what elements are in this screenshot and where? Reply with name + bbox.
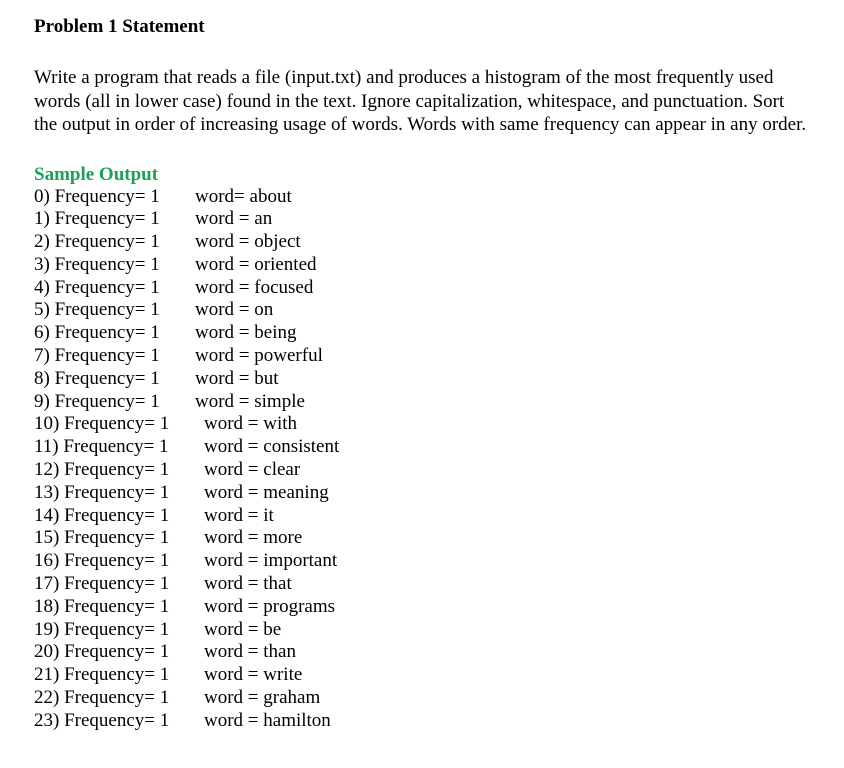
output-row: [34, 345, 824, 368]
word-label: word = focused: [195, 276, 314, 298]
output-row: [34, 231, 824, 254]
frequency-label: 0) Frequency= 1: [34, 185, 160, 207]
output-row: [34, 277, 824, 300]
output-row: [34, 619, 824, 642]
word-label: word = an: [195, 208, 273, 230]
output-row: [34, 254, 824, 277]
output-row: [34, 413, 824, 436]
frequency-label: 2) Frequency= 1: [34, 231, 160, 253]
frequency-label: 21) Frequency= 1: [34, 664, 170, 686]
frequency-label: 8) Frequency= 1: [34, 367, 160, 389]
frequency-label: 1) Frequency= 1: [34, 208, 160, 230]
word-label: word = programs: [204, 595, 336, 617]
output-row: [34, 208, 824, 231]
output-row: [34, 459, 824, 482]
frequency-label: 16) Frequency= 1: [34, 550, 170, 572]
word-label: word = but: [195, 367, 279, 389]
output-row: [34, 573, 824, 596]
frequency-label: 4) Frequency= 1: [34, 276, 160, 298]
output-row: [34, 664, 824, 687]
word-label: word = with: [204, 413, 298, 435]
frequency-label: 17) Frequency= 1: [34, 573, 170, 595]
frequency-label: 9) Frequency= 1: [34, 390, 160, 412]
output-row: [34, 505, 824, 528]
frequency-label: 12) Frequency= 1: [34, 459, 170, 481]
frequency-label: 18) Frequency= 1: [34, 595, 170, 617]
frequency-label: 14) Frequency= 1: [34, 504, 170, 526]
word-label: word = than: [204, 641, 296, 663]
frequency-label: 10) Frequency= 1: [34, 413, 170, 435]
word-label: word = be: [204, 618, 282, 640]
frequency-label: 20) Frequency= 1: [34, 641, 170, 663]
output-row: [34, 299, 824, 322]
word-label: word = hamilton: [204, 709, 331, 731]
word-label: word = write: [204, 664, 303, 686]
word-label: word = it: [204, 504, 274, 526]
output-row: [34, 186, 824, 209]
word-label: word = on: [195, 299, 274, 321]
word-label: word = oriented: [195, 253, 317, 275]
output-row: [34, 687, 824, 710]
word-label: word = being: [195, 322, 297, 344]
frequency-label: 19) Frequency= 1: [34, 618, 170, 640]
frequency-label: 3) Frequency= 1: [34, 253, 160, 275]
output-row: [34, 641, 824, 664]
word-label: word = meaning: [204, 481, 329, 503]
output-row: [34, 527, 824, 550]
document-page: [34, 14, 824, 733]
frequency-label: 13) Frequency= 1: [34, 481, 170, 503]
problem-heading: Problem 1 Statement: [34, 16, 205, 37]
word-label: word = simple: [195, 390, 305, 412]
word-label: word = consistent: [204, 436, 340, 458]
output-row: [34, 391, 824, 414]
word-label: word = graham: [204, 687, 321, 709]
output-row: [34, 482, 824, 505]
frequency-label: 5) Frequency= 1: [34, 299, 160, 321]
sample-output-title: Sample Output: [34, 163, 159, 185]
problem-statement: Write a program that reads a file (input.txt) and produces a histogram of the most frequently used words (all in lower case) found in the text. Ignore capitalization, whitespace, and punctuation. Sort the output in order of increasing usage of words. Words with same frequency can appear in any order.: [34, 67, 807, 135]
word-label: word = powerful: [195, 345, 323, 367]
word-label: word = that: [204, 573, 292, 595]
output-row: [34, 436, 824, 459]
frequency-label: 7) Frequency= 1: [34, 345, 160, 367]
frequency-label: 6) Frequency= 1: [34, 322, 160, 344]
output-row: [34, 710, 824, 733]
sample-output-list: [34, 186, 824, 733]
word-label: word = object: [195, 231, 301, 253]
word-label: word = clear: [204, 459, 301, 481]
frequency-label: 22) Frequency= 1: [34, 687, 170, 709]
output-row: [34, 322, 824, 345]
output-row: [34, 596, 824, 619]
output-row: [34, 368, 824, 391]
output-row: [34, 550, 824, 573]
word-label: word= about: [195, 185, 292, 207]
frequency-label: 11) Frequency= 1: [34, 436, 169, 458]
frequency-label: 23) Frequency= 1: [34, 709, 170, 731]
frequency-label: 15) Frequency= 1: [34, 527, 170, 549]
word-label: word = more: [204, 527, 303, 549]
word-label: word = important: [204, 550, 338, 572]
